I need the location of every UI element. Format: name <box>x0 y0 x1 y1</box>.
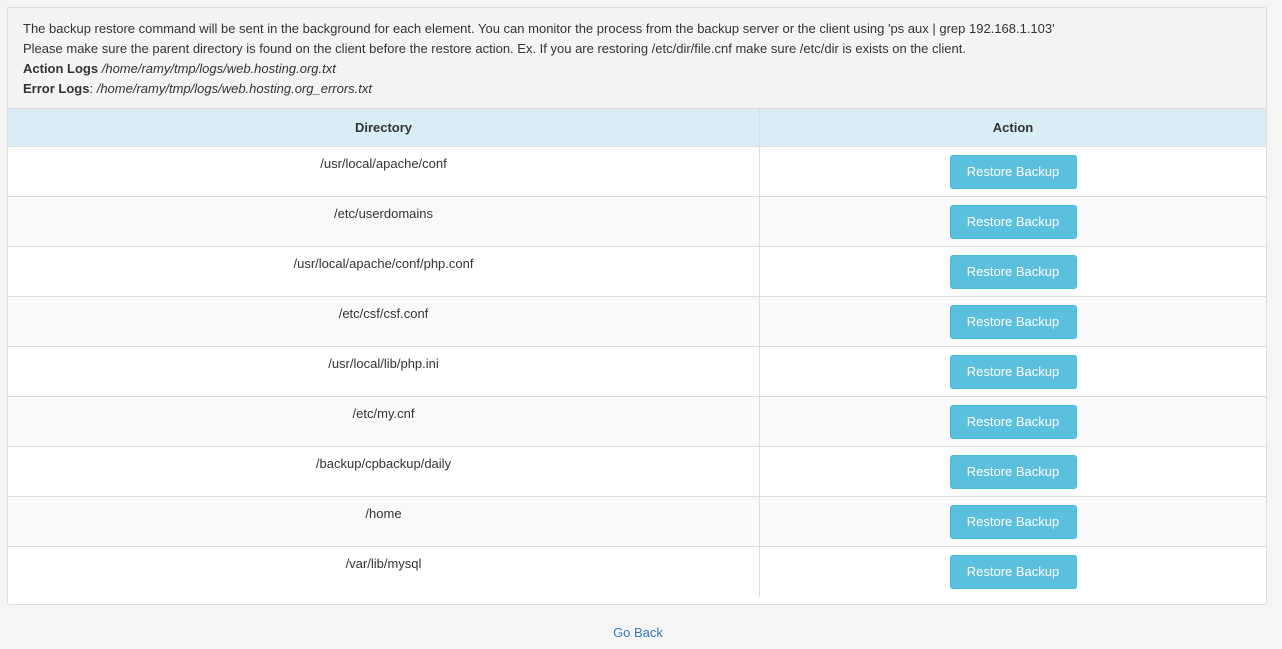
error-logs-separator: : <box>89 81 94 96</box>
restore-backup-button[interactable]: Restore Backup <box>950 505 1077 539</box>
error-logs-line <box>23 79 1251 99</box>
action-cell <box>760 297 1267 347</box>
action-cell <box>760 547 1267 597</box>
table-row <box>8 197 1266 247</box>
directory-cell: /etc/csf/csf.conf <box>8 297 760 347</box>
restore-notice <box>8 8 1266 109</box>
restore-backup-button[interactable]: Restore Backup <box>950 305 1077 339</box>
column-header-action: Action <box>760 109 1267 147</box>
table-row <box>8 547 1266 597</box>
restore-backup-button[interactable]: Restore Backup <box>950 405 1077 439</box>
table-row <box>8 447 1266 497</box>
notice-line-1: The backup restore command will be sent in the background for each element. You can monitor the process from the backup server or the client using 'ps aux | grep 192.168.1.103' <box>23 21 1055 36</box>
directory-cell: /etc/my.cnf <box>8 397 760 447</box>
column-header-directory: Directory <box>8 109 760 147</box>
restore-backup-button[interactable]: Restore Backup <box>950 155 1077 189</box>
directory-cell: /var/lib/mysql <box>8 547 760 597</box>
restore-backup-button[interactable]: Restore Backup <box>950 255 1077 289</box>
notice-line-2: Please make sure the parent directory is found on the client before the restore action. Ex. If you are restoring /etc/dir/file.cnf make sure /etc/dir is exists on the client. <box>23 41 966 56</box>
table-row <box>8 397 1266 447</box>
directory-cell: /usr/local/apache/conf <box>8 147 760 197</box>
action-cell <box>760 247 1267 297</box>
restore-backup-button[interactable]: Restore Backup <box>950 205 1077 239</box>
table-header-row <box>8 109 1266 147</box>
restore-backup-button[interactable]: Restore Backup <box>950 455 1077 489</box>
action-logs-path: /home/ramy/tmp/logs/web.hosting.org.txt <box>101 61 336 76</box>
directory-cell: /usr/local/lib/php.ini <box>8 347 760 397</box>
directory-cell: /home <box>8 497 760 547</box>
action-logs-line <box>23 59 1251 79</box>
action-cell <box>760 397 1267 447</box>
restore-panel <box>7 7 1267 605</box>
table-row <box>8 347 1266 397</box>
table-row <box>8 147 1266 197</box>
go-back-link[interactable]: Go Back <box>613 625 663 640</box>
action-cell <box>760 147 1267 197</box>
action-logs-label: Action Logs <box>23 61 99 76</box>
restore-backup-button[interactable]: Restore Backup <box>950 355 1077 389</box>
directory-cell: /usr/local/apache/conf/php.conf <box>8 247 760 297</box>
table-row <box>8 297 1266 347</box>
restore-backup-button[interactable]: Restore Backup <box>950 555 1077 589</box>
directories-table <box>8 109 1266 597</box>
error-logs-label: Error Logs <box>23 81 90 96</box>
action-cell <box>760 447 1267 497</box>
table-row <box>8 497 1266 547</box>
table-row <box>8 247 1266 297</box>
action-cell <box>760 347 1267 397</box>
action-cell <box>760 497 1267 547</box>
error-logs-path: /home/ramy/tmp/logs/web.hosting.org_errors.txt <box>96 81 372 96</box>
directory-cell: /etc/userdomains <box>8 197 760 247</box>
action-cell <box>760 197 1267 247</box>
directory-cell: /backup/cpbackup/daily <box>8 447 760 497</box>
